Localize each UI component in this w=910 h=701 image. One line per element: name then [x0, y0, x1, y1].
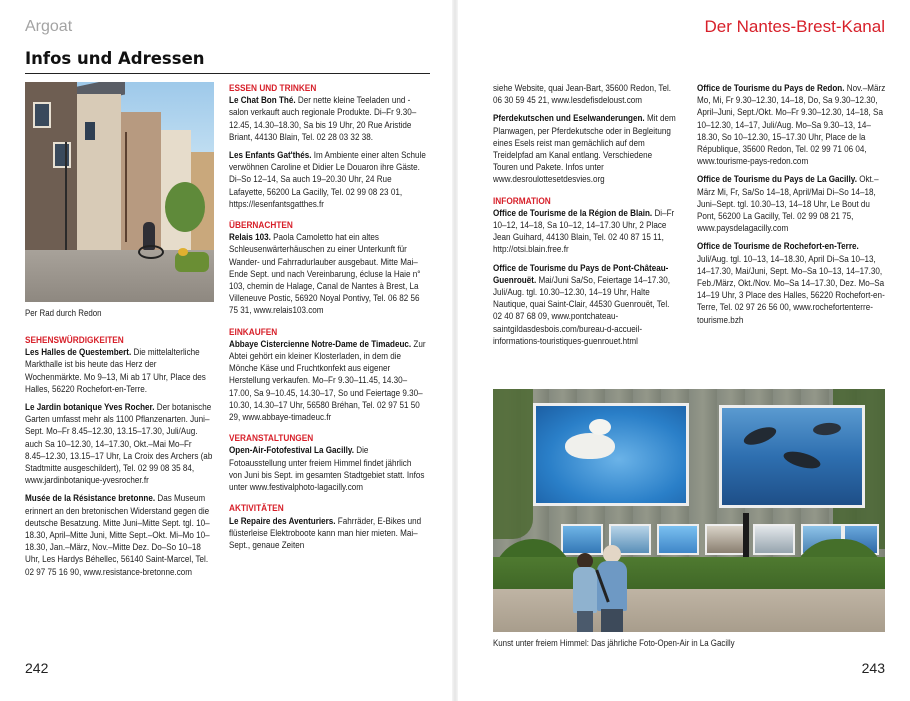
photo-caption-street: Per Rad durch Redon [25, 308, 102, 318]
bicycle-wheel [138, 245, 164, 259]
entry-jardin-rocher [25, 401, 214, 486]
column-sights [25, 334, 214, 584]
small-print [753, 524, 795, 555]
entry-name: Les Halles de Questembert. [25, 347, 132, 358]
entry-name: Pferdekutschen und Eselwanderungen. [493, 113, 645, 124]
flowers [178, 248, 188, 256]
column-food-stay [229, 82, 426, 557]
entry-lesdefis-cont [493, 82, 678, 106]
polar-bear [565, 433, 615, 459]
grass [493, 557, 885, 593]
window [33, 102, 51, 128]
entry-ot-redon [697, 82, 890, 167]
entry-name: Le Repaire des Aventuriers. [229, 515, 336, 526]
ivy [493, 389, 533, 539]
entry-text: Fahrräder, E-Bikes und flüsterleise Elektroboote kann man hier mieten. Mai–Sept., genaue Zeiten [229, 515, 422, 550]
section-heading: Infos und Adressen [25, 49, 205, 68]
entry-text: Juli/Aug. tgl. 10–13, 14–18.30, April Di–Sa 10–13, 14–17.30, Mai/Juni, Sept. Mo–Sa 10–13, 14–17.30, Feb./März, Okt./Nov. Mo–Sa 14–17.30, Dez. Mo–Sa 14–19 Uhr, 3 Place des Halles, 56220 Rochefort-en-Terre, Tel. 02 97 26 56 00, www.rochefortenterre-tourisme.bzh [697, 253, 885, 325]
section-title-food: ESSEN UND TRINKEN [229, 83, 317, 93]
section-title-information: INFORMATION [493, 195, 551, 206]
entry-name: Abbaye Cistercienne Notre-Dame de Timadeuc. [229, 338, 412, 349]
small-print [705, 524, 747, 555]
entry-name: Office de Tourisme du Pays de Redon. [697, 83, 845, 93]
section-title-stay: ÜBERNACHTEN [229, 220, 293, 231]
entry-text: Die Fotoausstellung unter freiem Himmel findet jährlich von Juni bis Sept. im gesamten Stadtgebiet statt. Infos unter www.festivalphoto-lagacilly.com [229, 445, 425, 493]
running-head-left: Argoat [25, 18, 73, 35]
photo-open-air-exhibition [493, 389, 885, 632]
entry-fotofestival [229, 444, 426, 493]
entry-ot-gacilly [697, 173, 890, 234]
visitor [573, 567, 597, 613]
large-print-polar-bear [533, 403, 689, 506]
entry-name: Musée de la Résistance bretonne. [25, 493, 156, 504]
small-print [561, 524, 603, 555]
visitor-legs [601, 609, 623, 632]
entry-name: Les Enfants Gat'thés. [229, 150, 312, 161]
house-facade [121, 112, 161, 252]
entry-name: Office de Tourisme du Pays de La Gacilly. [697, 174, 857, 185]
entry-ot-rochefort [697, 240, 890, 325]
street-lamp [65, 142, 67, 252]
entry-text: Die mittelalterliche Markthalle ist bis heute das Herz der Wochenmärkte. Mo 9–13, Mi ab 17 Uhr, Place des Halles, 56220 Rochefort-en-Terre. [25, 347, 206, 394]
entry-text: siehe Website, quai Jean-Bart, 35600 Redon, Tel. 06 30 59 45 21, www.lesdefisdeloust.com [493, 83, 672, 106]
entry-text: Paola Camoletto hat ein altes Schleusenwärterhäuschen zu einer Unterkunft für Wander- und Fahrradurlauber ausgebaut. Mitte Mai–Ende Sept. und nach Vereinbarung, écluse la Haie n° 103, chemin de Halage, Canal de Nantes à Brest, La Villeneuve Postic, 56920 Noyal Pontivy, Tel. 06 82 56 75 31, www.relais103.com [229, 232, 421, 316]
timber-beam [125, 132, 127, 242]
heading-rule [25, 73, 430, 74]
entry-chat-bon-the [229, 94, 426, 143]
page-number-right: 243 [861, 660, 885, 676]
column-activities-info [493, 82, 678, 353]
entry-questembert [25, 346, 214, 395]
entry-text: Mai/Juni Sa/So, Feiertage 14–17.30, Juli/Aug. tgl. 10.30–12.30, 14–19 Uhr, Halte Nautique, quai Saint-Clair, 44530 Guenrouët, Tel. 02 40 87 68 09, www.pontchateau-saintgildasdesbois.com/bureau-d-accueil-informations-touristiques-guenrouet.html [493, 274, 670, 346]
photo-caption-expo: Kunst unter freiem Himmel: Das jährliche Foto-Open-Air in La Gacilly [493, 638, 735, 648]
window [53, 142, 71, 168]
section-title-sights: SEHENSWÜRDIGKEITEN [25, 335, 124, 345]
entry-relais-103 [229, 231, 426, 316]
entry-name: Office de Tourisme du Pays de Pont-Château-Guenrouët. [493, 262, 669, 285]
page-number-left: 242 [25, 660, 49, 676]
entry-text: Der botanische Garten umfasst mehr als 1100 Pflanzenarten. Juni–Sept. Mo–Fr 8.45–12.30, 13.15–17.30, Juli/Aug. auch Sa 10–12.30, 14–17.30, Okt.–Mai Mo–Fr 8.45–12.30, 13.15–17 Uhr, La Croix des Archers (ab Stadtmitte ausgeschildert), Tel. 02 99 08 35 84, www.jardinbotanique-yvesrocher.fr [25, 402, 213, 486]
entry-ot-pontchateau [493, 262, 678, 347]
entry-text: Der nette kleine Teeladen und -salon verkauft auch regionale Produkte. Di–Fr 9.30–12.45, 14.30–18.30, Sa bis 19 Uhr, 20 Rue Aristide Briant, 44130 Blain, Tel. 02 28 03 32 38. [229, 95, 417, 142]
small-print [657, 524, 699, 555]
entry-text: Nov.–März Mo, Mi, Fr 9.30–12.30, 14–18, Do, Sa 9.30–12.30, April–Juni, Sept./Okt. Mo–Fr 9.30–12.30, 14–18, Sa 10–12.30, 14–17, Juli/Aug. Mo–Sa 9.30–13, 14–18.30, So 10–12.30, 15–17.30 Uhr, Place de la République, 35600 Redon, Tel. 02 99 71 06 04, www.tourisme-pays-redon.com [697, 83, 886, 167]
section-title-shop: EINKAUFEN [229, 326, 278, 337]
entry-name: Le Chat Bon Thé. [229, 95, 296, 106]
entry-text: Im Ambiente einer alten Schule verwöhnen Caroline et Didier Le Douaron ihre Gäste. Di–So 12–14, Sa auch 19–20.30 Uhr, 24 Rue Lafayette, 56200 La Gacilly, Tel. 02 99 08 23 01, https://lesenfantsgatthes.fr [229, 150, 426, 209]
entry-repaire-aventuriers [229, 515, 426, 552]
entry-text: Zur Abtei gehört ein kleiner Klosterladen, in dem die Mönche Käse und Fruchtkonfekt aus eigener Herstellung verkaufen. Mo–Fr 9.30–11.45, 14.30–17.00, Sa 9–10.45, 14.30–17, So und Feiertage 9.30–10.30, 14.30–17 Uhr, 56580 Bréhan, Tel. 02 97 51 50 29, www.abbaye-timadeuc.fr [229, 338, 426, 423]
section-title-activities: AKTIVITÄTEN [229, 503, 284, 514]
entry-text: Okt.–März Mi, Fr, Sa/So 14–18, April/Mai Di–So 14–18, Juni–Sept. tgl. 10.30–13, 14–18 Uhr, Le Bout du Pont, 56200 La Gacilly, Tel. 02 99 08 21 75, www.paysdelagacilly.com [697, 174, 879, 234]
entry-text: Di–Fr 10–12, 14–18, Sa 10–12, 14–17.30 Uhr, 2 Place Jean Guihard, 44130 Blain, Tel. 02 40 87 15 11, http://otsi.blain.free.fr [493, 207, 675, 255]
entry-abbaye-timadeuc [229, 338, 426, 423]
display-post [743, 513, 749, 563]
entry-text: Mit dem Planwagen, per Pferdekutsche oder in Begleitung eines Esels reist man gemächlich auf dem Treidelpfad am Kanal entlang. Verschiedene Touren und Pakete. Infos unter www.desroulottesetdesvies.org [493, 113, 676, 185]
entry-pferdekutschen [493, 112, 678, 185]
entry-text: Das Museum erinnert an den bretonischen Widerstand gegen die deutsche Besatzung. Mitte Juni–Mitte Sept. tgl. 10–18.30, April–Mitte Juni, Mitte Sept.–Okt. Mi–Mo 10–18.30, Jan.–März, Nov.–Mitte Dez. Do–So 10–18 Uhr, Les Hardys Béhellec, 56140 Saint-Marcel, Tel. 02 97 75 16 90, www.resistance-bretonne.com [25, 493, 210, 577]
entry-musee-resistance [25, 492, 214, 577]
photo-street-redon [25, 82, 214, 302]
entry-ot-blain [493, 207, 678, 256]
section-title-events: VERANSTALTUNGEN [229, 433, 314, 444]
visitor-legs [577, 611, 593, 632]
gravel-path [493, 589, 885, 632]
entry-name: Relais 103. [229, 232, 271, 243]
polar-bear-head [589, 419, 611, 435]
entry-name: Open-Air-Fotofestival La Gacilly. [229, 445, 354, 456]
tree [165, 182, 205, 232]
column-tourist-offices [697, 82, 890, 332]
entry-name: Le Jardin botanique Yves Rocher. [25, 402, 155, 413]
entry-name: Office de Tourisme de Rochefort-en-Terre. [697, 241, 859, 252]
house-facade [77, 94, 121, 254]
entry-enfants-gatthes [229, 149, 426, 210]
running-head-right: Der Nantes-Brest-Kanal [704, 17, 885, 36]
window [85, 122, 95, 140]
entry-name: Office de Tourisme de la Région de Blain. [493, 207, 653, 218]
